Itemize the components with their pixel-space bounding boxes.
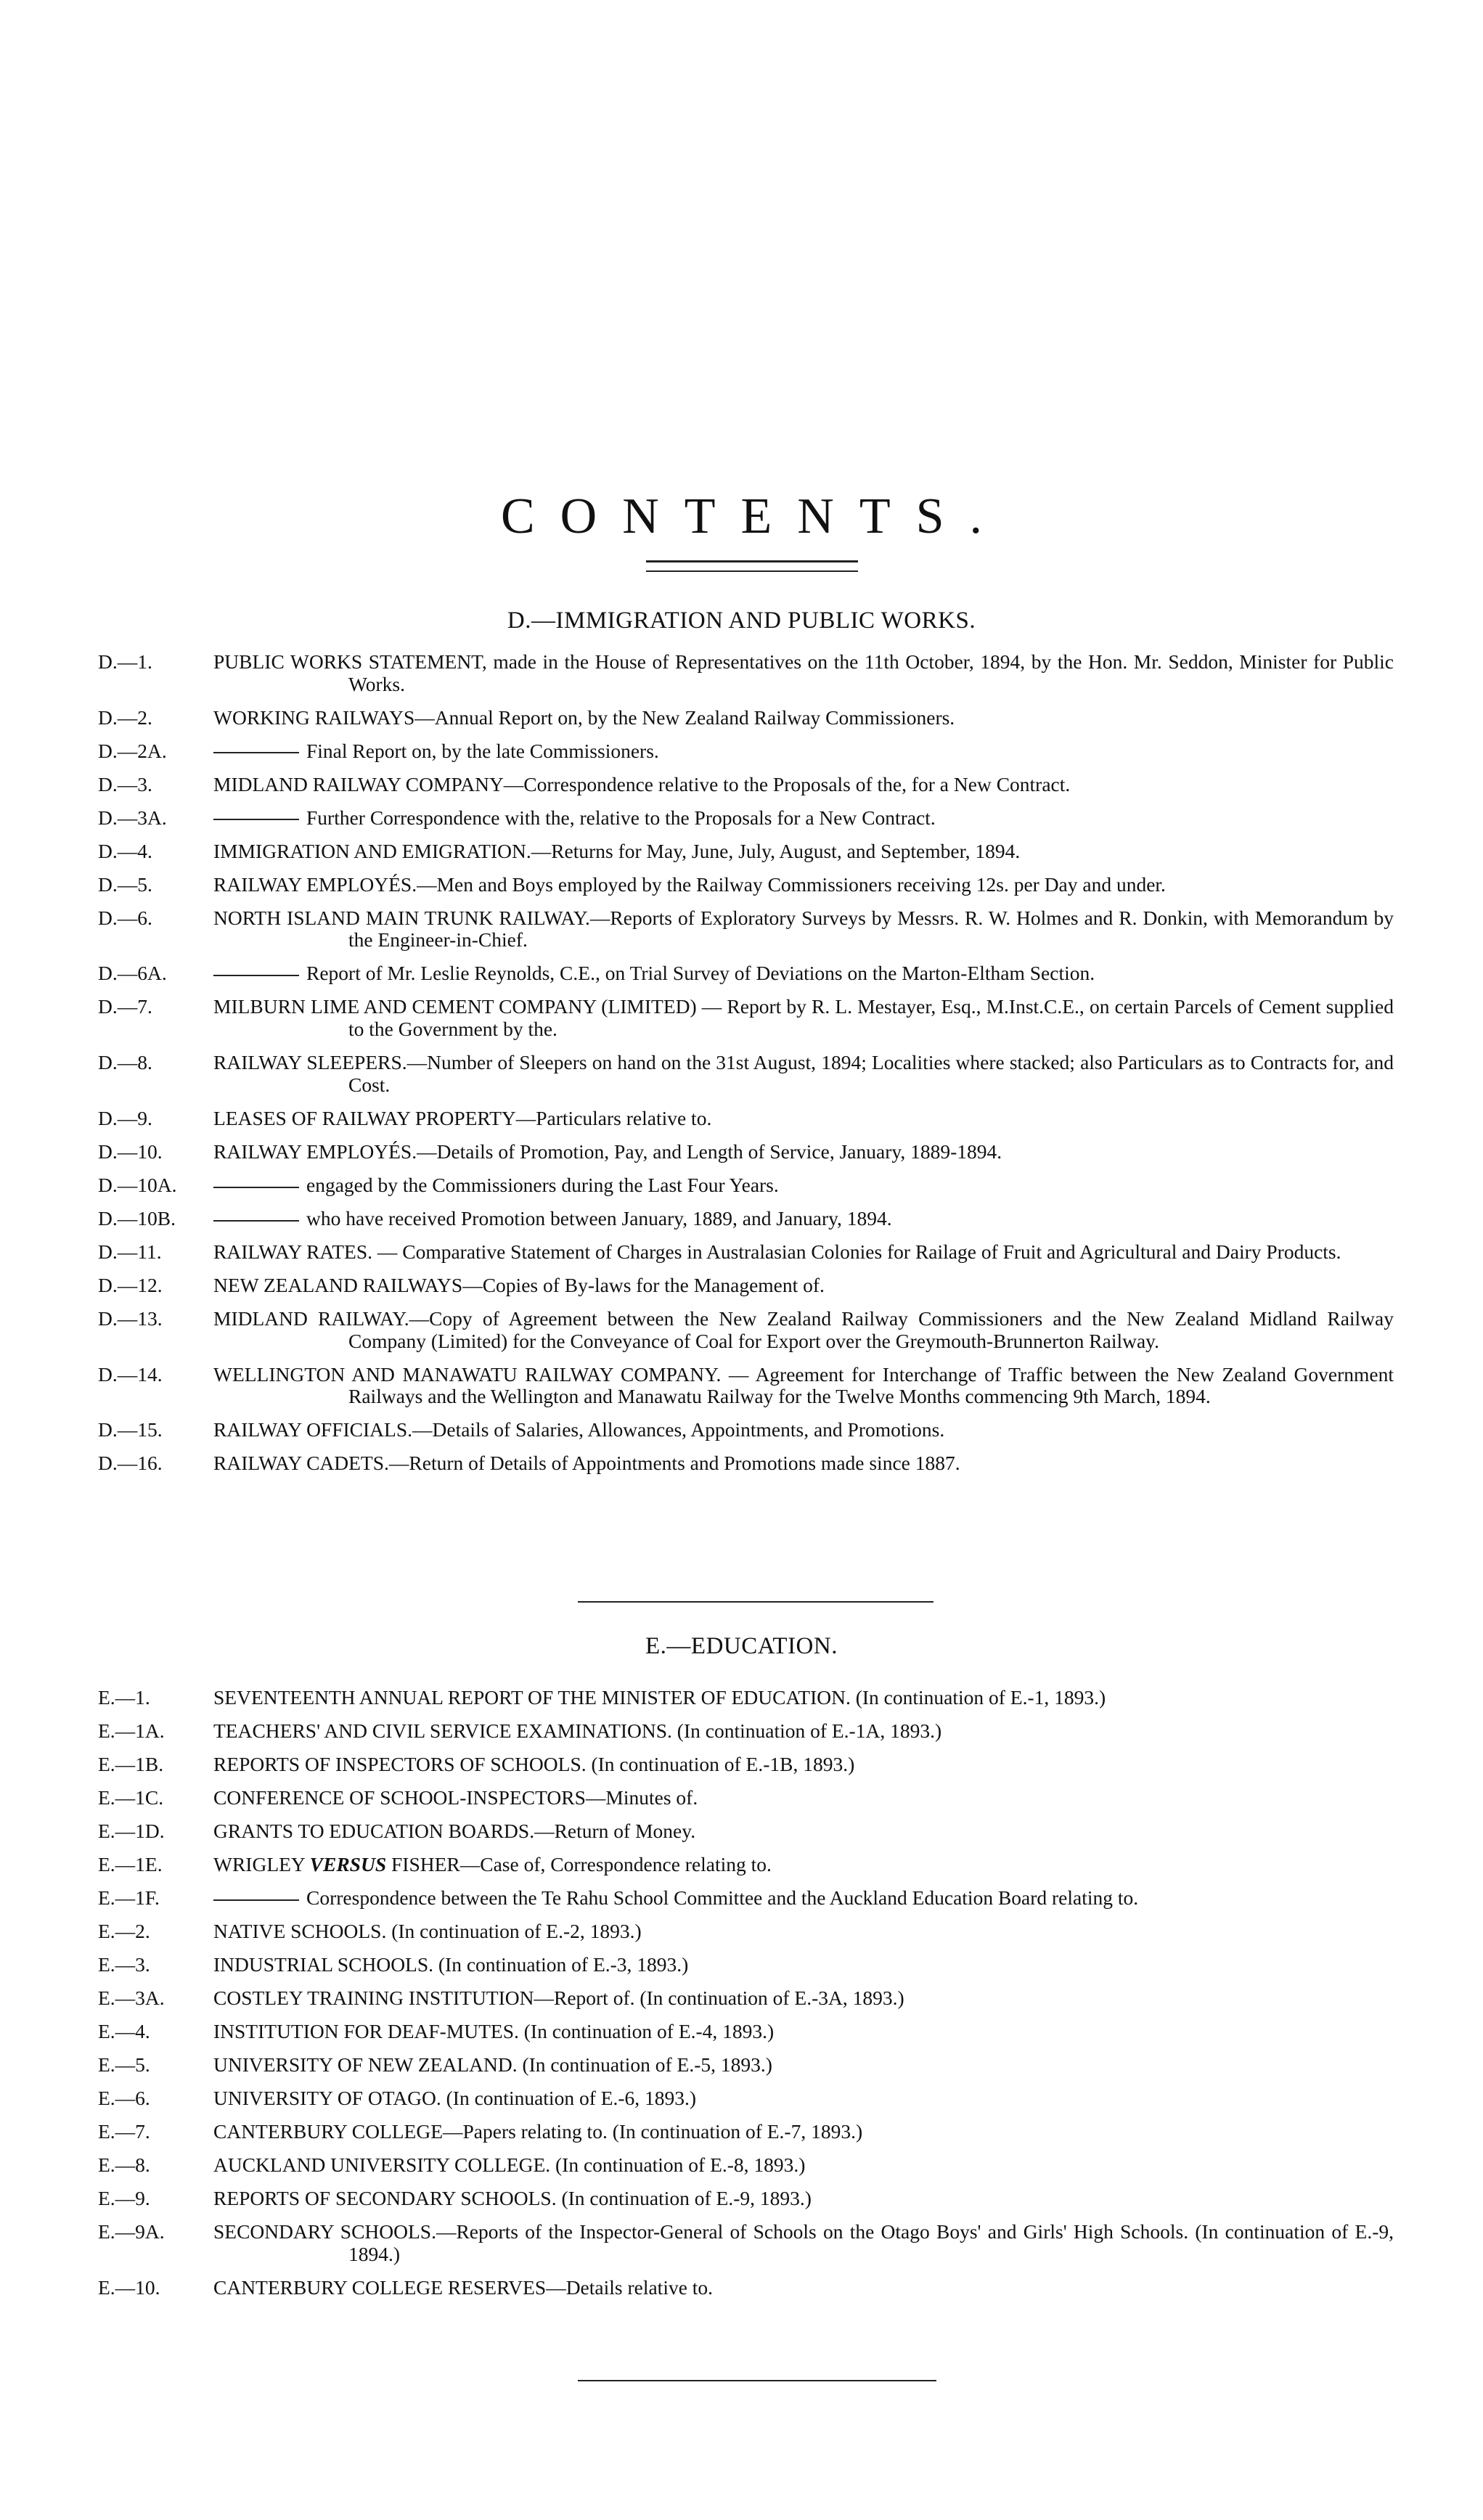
entry-text-part: CANTERBURY COLLEGE—Papers relating to. (In continuation of E.-7, 1893.) (213, 2120, 863, 2143)
entry-code: D.—10B. (98, 1206, 176, 1230)
entry-code: E.—3A. (98, 1987, 165, 2009)
entry-text-part: REPORTS OF INSPECTORS OF SCHOOLS. (In continuation of E.-1B, 1893.) (213, 1753, 855, 1775)
entry-text (213, 2277, 1394, 2299)
contents-entry (98, 1787, 1394, 1809)
entry-text (213, 962, 1394, 985)
contents-entry (98, 1720, 1394, 1743)
entry-code: D.—8. (98, 1051, 152, 1074)
entry-text (213, 1308, 1394, 1352)
entry-text-part: who have received Promotion between January, 1889, and January, 1894. (306, 1206, 892, 1230)
entry-text-part: NORTH ISLAND MAIN TRUNK RAILWAY.—Reports of Exploratory Surveys by Messrs. R. W. Holmes and R. Donkin, with Memorandum by the Engineer-in-Chief. (213, 906, 1394, 952)
ditto-rule (213, 1187, 299, 1188)
entry-text (213, 874, 1394, 896)
contents-entry (98, 1141, 1394, 1163)
entry-code: E.—1A. (98, 1719, 165, 1742)
contents-entry (98, 1308, 1394, 1352)
entry-text (213, 907, 1394, 952)
contents-entry (98, 1954, 1394, 1976)
contents-entry (98, 2054, 1394, 2077)
entry-text (213, 807, 1394, 830)
entry-text-part: RAILWAY EMPLOYÉS.—Details of Promotion, Pay, and Length of Service, January, 1889-1894. (213, 1140, 1002, 1163)
contents-entry (98, 807, 1394, 830)
ditto-rule (213, 819, 299, 820)
entry-text-part: CANTERBURY COLLEGE RESERVES—Details relative to. (213, 2275, 714, 2299)
entry-code: E.—3. (98, 1953, 150, 1976)
contents-entry (98, 840, 1394, 863)
entry-code: D.—3. (98, 772, 152, 795)
entry-code: D.—7. (98, 995, 152, 1018)
entry-text (213, 1887, 1394, 1910)
contents-entry (98, 1920, 1394, 1943)
entry-code: E.—8. (98, 2153, 150, 2176)
entry-text (213, 1920, 1394, 1943)
entry-text (213, 996, 1394, 1040)
contents-entry (98, 1052, 1394, 1096)
entry-code: E.—4. (98, 2020, 150, 2042)
entry-text-part: engaged by the Commissioners during the Last Four Years. (306, 1173, 779, 1196)
entry-code: E.—10. (98, 2275, 160, 2299)
entry-text-part: REPORTS OF SECONDARY SCHOOLS. (In continuation of E.-9, 1893.) (213, 2187, 812, 2209)
entry-code: D.—12. (98, 1273, 163, 1296)
ditto-rule (213, 1899, 299, 1901)
entry-code: E.—1B. (98, 1753, 164, 1775)
entry-code: D.—1. (98, 650, 152, 673)
entry-text (213, 1854, 1394, 1876)
entry-text-part: INSTITUTION FOR DEAF-MUTES. (In continuation of E.-4, 1893.) (213, 2020, 775, 2042)
contents-entry (98, 2221, 1394, 2265)
entry-code: D.—10A. (98, 1173, 177, 1196)
contents-entry (98, 2154, 1394, 2177)
entry-code: D.—2. (98, 705, 152, 729)
entry-text-part: RAILWAY RATES. — Comparative Statement of Charges in Australasian Colonies for Railage of Fruit and Agricultural and Dairy Products. (213, 1240, 1341, 1263)
entry-code: E.—7. (98, 2120, 150, 2143)
entry-code: D.—11. (98, 1240, 162, 1263)
entry-code: E.—1. (98, 1686, 150, 1709)
entry-text-part: UNIVERSITY OF OTAGO. (In continuation of E.-6, 1893.) (213, 2087, 697, 2109)
entry-text-part: INDUSTRIAL SCHOOLS. (In continuation of E.-3, 1893.) (213, 1953, 689, 1976)
entry-text-part: IMMIGRATION AND EMIGRATION.—Returns for May, June, July, August, and September, 1894. (213, 839, 1021, 862)
entry-code: E.—1F. (98, 1886, 160, 1909)
entry-text-part: Further Correspondence with the, relative to the Proposals for a New Contract. (306, 806, 936, 829)
entry-text-part: GRANTS TO EDUCATION BOARDS.—Return of Money. (213, 1820, 696, 1842)
entry-code: D.—2A. (98, 739, 167, 762)
entry-text-part: NATIVE SCHOOLS. (In continuation of E.-2, 1893.) (213, 1920, 642, 1942)
bottom-divider (578, 2380, 936, 2381)
entry-text (213, 1720, 1394, 1743)
entry-text (213, 1108, 1394, 1130)
entry-text (213, 1141, 1394, 1163)
contents-entry (98, 1987, 1394, 2010)
contents-entry (98, 1174, 1394, 1197)
section-e-list (98, 1687, 1394, 2310)
entry-text (213, 2021, 1394, 2043)
entry-code: E.—1C. (98, 1786, 164, 1809)
entry-code: D.—14. (98, 1362, 163, 1386)
contents-entry (98, 2277, 1394, 2299)
contents-entry (98, 2087, 1394, 2110)
contents-entry (98, 907, 1394, 952)
entry-text (213, 1275, 1394, 1297)
entry-code: E.—9A. (98, 2220, 165, 2243)
entry-text (213, 2188, 1394, 2210)
ditto-rule (213, 1220, 299, 1222)
entry-code: D.—9. (98, 1106, 152, 1129)
contents-entry (98, 740, 1394, 763)
entry-text (213, 1954, 1394, 1976)
contents-entry (98, 996, 1394, 1040)
entry-text-part: Final Report on, by the late Commissioners. (306, 739, 659, 762)
contents-entry (98, 651, 1394, 695)
entry-text-part: TEACHERS' AND CIVIL SERVICE EXAMINATIONS. (In continuation of E.-1A, 1893.) (213, 1719, 942, 1742)
entry-code: E.—6. (98, 2087, 150, 2109)
contents-entry (98, 874, 1394, 896)
entry-text (213, 1052, 1394, 1096)
entry-text (213, 1452, 1394, 1475)
contents-entry (98, 1364, 1394, 1408)
entry-text-part: WORKING RAILWAYS—Annual Report on, by the New Zealand Railway Commissioners. (213, 705, 955, 729)
entry-text-part: NEW ZEALAND RAILWAYS—Copies of By-laws for the Management of. (213, 1273, 825, 1296)
entry-text-part: RAILWAY EMPLOYÉS.—Men and Boys employed by the Railway Commissioners receiving 12s. per Day and under. (213, 872, 1166, 896)
entry-text-part: SECONDARY SCHOOLS.—Reports of the Inspector-General of Schools on the Otago Boys' and Girls' High Schools. (In continuation of E.-9, 1894.) (213, 2220, 1394, 2265)
entry-text (213, 2121, 1394, 2143)
entry-code: E.—9. (98, 2187, 150, 2209)
contents-entry (98, 1754, 1394, 1776)
contents-entry (98, 1208, 1394, 1230)
entry-code: D.—6A. (98, 962, 167, 985)
entry-text-part: PUBLIC WORKS STATEMENT, made in the House of Representatives on the 11th October, 1894, by the Hon. Mr. Seddon, Minister for Public Works. (213, 650, 1394, 695)
contents-entry (98, 2021, 1394, 2043)
contents-entry (98, 1419, 1394, 1441)
entry-code: E.—5. (98, 2053, 150, 2076)
entry-text (213, 1754, 1394, 1776)
contents-entry (98, 1452, 1394, 1475)
title-double-rule (646, 560, 858, 572)
entry-text (213, 707, 1394, 729)
entry-text-part: LEASES OF RAILWAY PROPERTY—Particulars relative to. (213, 1106, 712, 1129)
contents-entry (98, 707, 1394, 729)
entry-text-part: Correspondence between the Te Rahu School Committee and the Auckland Education Board relating to. (306, 1886, 1139, 1909)
entry-text (213, 2154, 1394, 2177)
entry-text-part: RAILWAY OFFICIALS.—Details of Salaries, Allowances, Appointments, and Promotions. (213, 1418, 945, 1441)
entry-code: E.—1D. (98, 1820, 165, 1842)
entry-code: D.—5. (98, 872, 152, 896)
ditto-rule (213, 752, 299, 753)
contents-entry (98, 1108, 1394, 1130)
section-divider (578, 1601, 933, 1603)
entry-text (213, 1820, 1394, 1843)
ditto-rule (213, 975, 299, 976)
entry-code: E.—1E. (98, 1853, 163, 1875)
entry-text-part: COSTLEY TRAINING INSTITUTION—Report of. (In continuation of E.-3A, 1893.) (213, 1987, 904, 2009)
contents-entry (98, 1854, 1394, 1876)
contents-entry (98, 1241, 1394, 1264)
entry-code: D.—3A. (98, 806, 167, 829)
entry-text-part: SEVENTEENTH ANNUAL REPORT OF THE MINISTER OF EDUCATION. (In continuation of E.-1, 1893.) (213, 1686, 1106, 1709)
entry-text (213, 1364, 1394, 1408)
entry-text-part: RAILWAY SLEEPERS.—Number of Sleepers on hand on the 31st August, 1894; Localities where stacked; also Particulars as to Contracts for, and Cost. (213, 1051, 1394, 1096)
entry-text-part: RAILWAY CADETS.—Return of Details of Appointments and Promotions made since 1887. (213, 1452, 960, 1475)
entry-text (213, 1241, 1394, 1264)
entry-text-part: Report of Mr. Leslie Reynolds, C.E., on Trial Survey of Deviations on the Marton-Eltham Section. (306, 962, 1095, 985)
entry-text-part: MIDLAND RAILWAY COMPANY—Correspondence relative to the Proposals of the, for a New Contract. (213, 772, 1071, 795)
contents-entry (98, 1820, 1394, 1843)
contents-entry (98, 2121, 1394, 2143)
entry-text (213, 1174, 1394, 1197)
entry-code: D.—15. (98, 1418, 163, 1441)
contents-entry (98, 1275, 1394, 1297)
entry-text-part: CONFERENCE OF SCHOOL-INSPECTORS—Minutes of. (213, 1786, 698, 1809)
entry-text-part: UNIVERSITY OF NEW ZEALAND. (In continuation of E.-5, 1893.) (213, 2053, 772, 2076)
entry-text (213, 1787, 1394, 1809)
entry-text (213, 1419, 1394, 1441)
entry-text (213, 740, 1394, 763)
entry-text (213, 1208, 1394, 1230)
entry-code: D.—4. (98, 839, 152, 862)
contents-entry (98, 774, 1394, 796)
entry-code: D.—13. (98, 1306, 163, 1330)
section-heading-e: E.—EDUCATION. (645, 1633, 838, 1659)
entry-text (213, 840, 1394, 863)
contents-entry (98, 962, 1394, 985)
entry-text-part: MILBURN LIME AND CEMENT COMPANY (LIMITED) — Report by R. L. Mestayer, Esq., M.Inst.C.E., on certain Parcels of Cement supplied to the Government by the. (213, 995, 1394, 1041)
entry-text-part: AUCKLAND UNIVERSITY COLLEGE. (In continuation of E.-8, 1893.) (213, 2153, 806, 2176)
entry-text-italic: VERSUS (309, 1853, 387, 1875)
section-heading-d: D.—IMMIGRATION AND PUBLIC WORKS. (507, 608, 976, 634)
entry-text (213, 651, 1394, 695)
page-title: CONTENTS. (500, 488, 1008, 544)
contents-entry (98, 1887, 1394, 1910)
entry-code: D.—10. (98, 1140, 163, 1163)
entry-text (213, 2087, 1394, 2110)
entry-text (213, 1687, 1394, 1709)
entry-text (213, 774, 1394, 796)
entry-text (213, 2221, 1394, 2265)
entry-text-part: WELLINGTON AND MANAWATU RAILWAY COMPANY. — Agreement for Interchange of Traffic between the New Zealand Government Railways and the Wellington and Manawatu Railway for the Twelve Months commencing 9th March, 1894. (213, 1362, 1394, 1408)
contents-entry (98, 2188, 1394, 2210)
section-d-list (98, 651, 1394, 1486)
entry-code: E.—2. (98, 1920, 150, 1942)
entry-text (213, 1987, 1394, 2010)
entry-code: D.—6. (98, 906, 152, 929)
entry-text-part: WRIGLEY (213, 1853, 310, 1875)
entry-text-part: MIDLAND RAILWAY.—Copy of Agreement between the New Zealand Railway Commissioners and the New Zealand Midland Railway Company (Limited) for the Conveyance of Coal for Export over the Greymouth-Brunnerton Railway. (213, 1306, 1394, 1352)
entry-code: D.—16. (98, 1452, 163, 1475)
contents-entry (98, 1687, 1394, 1709)
entry-text-part: FISHER—Case of, Correspondence relating to. (386, 1853, 772, 1875)
entry-text (213, 2054, 1394, 2077)
